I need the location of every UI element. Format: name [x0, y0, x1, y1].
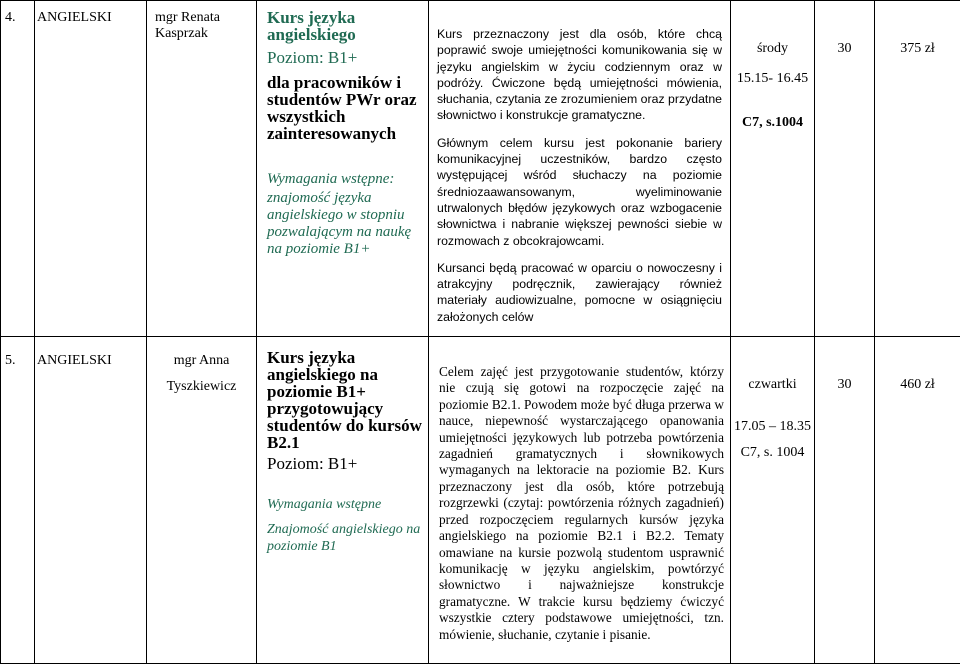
- course-description: [429, 1, 731, 337]
- teacher-cell: [147, 1, 257, 337]
- row-number: 4.: [1, 1, 35, 337]
- course-level: Poziom: B1+: [267, 49, 422, 66]
- table-row: [1, 1, 960, 337]
- language-cell: ANGIELSKI: [35, 1, 147, 337]
- price-cell: 460 zł: [875, 337, 960, 664]
- course-audience: dla pracowników i studentów PWr oraz wszystkich zainteresowanych: [267, 74, 422, 142]
- requirements-text: znajomość języka angielskiego w stopniu pozwalającym na naukę na poziomie B1+: [267, 190, 422, 258]
- teacher-name: mgr Renata Kasprzak: [155, 10, 220, 41]
- description-paragraph: Kurs przeznaczony jest dla osób, które chcą poprawić swoje umiejętności komunikowania się w języku angielskim w życiu codziennym oraz w podróży. Ćwiczone będą umiejętności mówienia, słuchania, czytania ze zrozumieniem oraz przydatne słownictwo i konstrukcje gramatyczne.: [437, 26, 722, 124]
- teacher-name: mgr Anna: [147, 353, 256, 369]
- schedule-day: czwartki: [731, 377, 814, 393]
- schedule-time: 15.15- 16.45: [731, 71, 814, 87]
- row-number: 5.: [1, 337, 35, 664]
- schedule-cell: [731, 337, 815, 664]
- course-description: [429, 337, 731, 664]
- course-title: Kurs języka angielskiego na poziomie B1+ przygotowujący studentów do kursów B2.1: [267, 349, 422, 451]
- description-paragraph: Kursanci będą pracować w oparciu o nowoczesny i atrakcyjny podręcznik, zawierający również materiały audiowizualne, pomocne w osiągnięciu założonych celów: [437, 260, 722, 325]
- requirements-label: Wymagania wstępne: [267, 496, 422, 513]
- requirements-text: Znajomość angielskiego na poziomie B1: [267, 521, 422, 555]
- course-title: Kurs języka angielskiego: [267, 9, 422, 43]
- schedule-day: środy: [731, 41, 814, 57]
- description-paragraph: Celem zajęć jest przygotowanie studentów, którzy nie czują się gotowi na rozpoczęcie zajęć na poziomie B2.1. Powodem może być długa przerwa w nauce, niepewność wystarczającego opanowania umiejętności językowych lub potrzeba powtórzenia zagadnień gramatycznych i słownikowych wymaganych na lektoracie na poziomie B2. Kurs przeznaczony jest dla osób, które potrzebują rozgrzewki (czytaj: powtórzenia różnych zagadnień) przed rozpoczęciem regularnych kursów języka angielskiego na poziomie B2.1 i B2.2. Tematy omawiane na kursie pozwolą studentom usprawnić komunikację w języku angielskim, powtórzyć słownictwo i najważniejsze konstrukcje gramatyczne. W trakcie kursu będziemy ćwiczyć wszystkie cztery podstawowe umiejętności, tzn. mówienie, słuchanie, czytanie i pisanie.: [439, 364, 724, 643]
- price-cell: 375 zł: [875, 1, 960, 337]
- requirements-label: Wymagania wstępne:: [267, 171, 422, 188]
- language-cell: ANGIELSKI: [35, 337, 147, 664]
- description-paragraph: Głównym celem kursu jest pokonanie bariery komunikacyjnej uczestników, bardzo często występującej wśród słuchaczy na poziomie średniozaawansowanym, wyeliminowanie utrwalonych błędów językowych oraz wzbogacenie słownictwa i nabranie większej pewności siebie w rozmowach z obcokrajowcami.: [437, 135, 722, 249]
- course-level: Poziom: B1+: [267, 455, 422, 472]
- teacher-surname: Tyszkiewicz: [147, 379, 256, 395]
- hours-cell: 30: [815, 1, 875, 337]
- schedule-room: C7, s. 1004: [731, 445, 814, 461]
- schedule-time: 17.05 – 18.35: [731, 419, 814, 435]
- teacher-cell: [147, 337, 257, 664]
- schedule-room: C7, s.1004: [731, 115, 814, 131]
- hours-cell: 30: [815, 337, 875, 664]
- schedule-cell: [731, 1, 815, 337]
- course-title-cell: [257, 337, 429, 664]
- course-title-cell: [257, 1, 429, 337]
- table-row: [1, 337, 960, 664]
